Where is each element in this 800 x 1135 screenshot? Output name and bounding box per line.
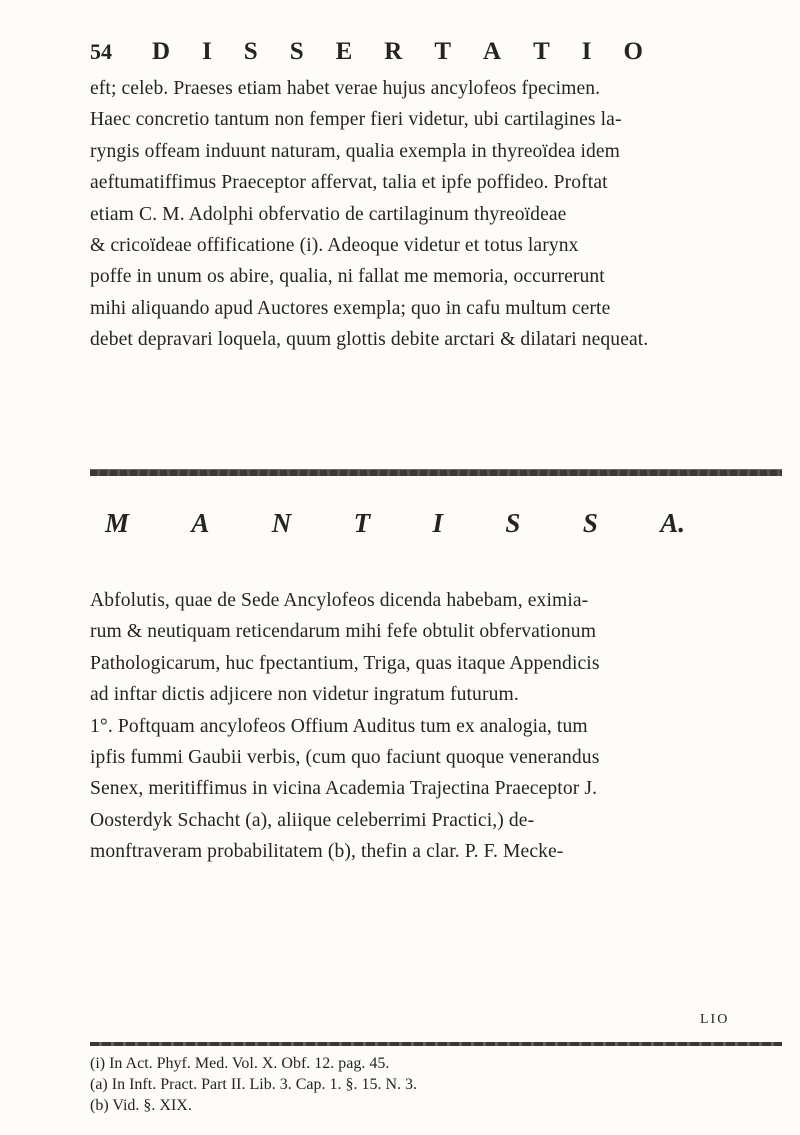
text-line: aeftumatiffimus Praeceptor affervat, talia et ipfe poffideo. Proftat — [90, 172, 608, 194]
text-line: rum & neutiquam reticendarum mihi fefe obtulit obfervationum — [90, 621, 597, 643]
running-head-letter: I — [581, 38, 592, 65]
running-head-letter: E — [335, 38, 353, 65]
running-head-letter: S — [289, 38, 304, 65]
running-head-letter: A — [483, 38, 502, 65]
footnote: (a) In Inft. Pract. Part II. Lib. 3. Cap. 1. §. 15. N. 3. — [90, 1076, 418, 1093]
paragraph-mantissa — [90, 585, 790, 868]
text-line: Haec concretio tantum non femper fieri videtur, ubi cartilagines la- — [90, 109, 622, 131]
section-title-letter: A — [191, 508, 210, 538]
section-title-letter: T — [353, 508, 371, 538]
running-head-letter: R — [384, 38, 403, 65]
footnote: (i) In Act. Phyf. Med. Vol. X. Obf. 12. pag. 45. — [90, 1055, 390, 1072]
running-head-letter: S — [243, 38, 258, 65]
running-head-letter: D — [152, 38, 171, 65]
text-line: 1°. Poftquam ancylofeos Offium Auditus tum ex analogia, tum — [90, 715, 588, 737]
section-title-letter: S — [505, 508, 521, 538]
section-title-letter: N — [271, 508, 292, 538]
section-title-letter: S — [582, 508, 598, 538]
running-head-letter: T — [533, 38, 550, 65]
running-head-letter: I — [202, 38, 212, 65]
section-title-letter: I — [432, 508, 444, 538]
running-head-letter: O — [623, 38, 643, 65]
text-line: ad inftar dictis adjicere non videtur ingratum futurum. — [90, 684, 519, 706]
text-line: Oosterdyk Schacht (a), aliique celeberrimi Practici,) de- — [90, 809, 535, 831]
ornamental-rule — [90, 469, 782, 476]
running-head-letter: T — [434, 38, 452, 65]
text-line: Abfolutis, quae de Sede Ancylofeos dicenda habebam, eximia- — [90, 590, 589, 611]
text-line: ryngis offeam induunt naturam, qualia exempla in thyreoïdea idem — [90, 140, 621, 162]
text-line: poffe in unum os abire, qualia, ni fallat me memoria, occurrerunt — [90, 266, 605, 288]
text-line: etiam C. M. Adolphi obfervatio de cartilaginum thyreoïdeae — [90, 203, 567, 225]
text-line: eft; celeb. Praeses etiam habet verae hujus ancylofeos fpecimen. — [90, 78, 601, 99]
footnote: (b) Vid. §. XIX. — [90, 1097, 192, 1114]
text-line: & cricoïdeae offificatione (i). Adeoque videtur et totus larynx — [90, 235, 579, 257]
text-line: mihi aliquando apud Auctores exempla; quo in cafu multum certe — [90, 297, 611, 319]
page-number: 54 — [90, 39, 112, 64]
running-head — [90, 38, 720, 66]
footnotes — [90, 1053, 740, 1116]
section-title — [105, 508, 685, 539]
text-line: Senex, meritiffimus in vicina Academia Trajectina Praeceptor J. — [90, 778, 598, 800]
section-title-letter: M — [105, 508, 130, 538]
text-line: monftraveram probabilitatem (b), thefin a clar. P. F. Mecke- — [90, 841, 564, 863]
text-line: debet depravari loquela, quum glottis debite arctari & dilatari nequeat. — [90, 329, 649, 351]
text-line: Pathologicarum, huc fpectantium, Triga, quas itaque Appendicis — [90, 652, 600, 674]
text-line: ipfis fummi Gaubii verbis, (cum quo faciunt quoque venerandus — [90, 747, 600, 769]
section-title-letter: A. — [660, 508, 685, 538]
footnote-rule — [90, 1042, 782, 1046]
paragraph-continued — [90, 73, 790, 356]
catchword: LIO — [700, 1012, 730, 1027]
